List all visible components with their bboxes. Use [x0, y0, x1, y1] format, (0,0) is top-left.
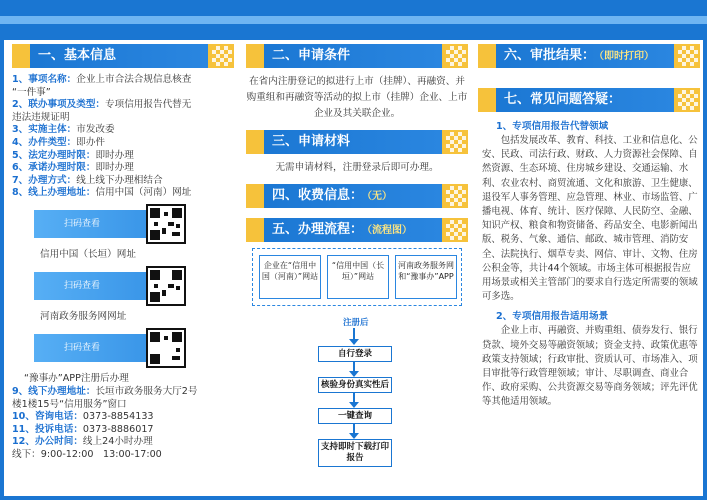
- checker-decoration: [678, 46, 698, 66]
- header-tag: [12, 44, 30, 68]
- checker-decoration: [678, 90, 698, 110]
- qr-row-changyuan[interactable]: [34, 266, 234, 306]
- after-register-label: 注册后: [343, 318, 369, 328]
- checker-decoration: [446, 186, 466, 206]
- scan-label: 扫码查看: [34, 272, 146, 300]
- scan-label: 扫码查看: [34, 210, 146, 238]
- info-row: [12, 74, 234, 87]
- info-value: 楼1楼15号“信用服务”窗口: [12, 398, 127, 410]
- flow-option-henan[interactable]: 企业在“信用中国（河南）”网站: [259, 255, 321, 299]
- arrow-icon: [353, 362, 355, 372]
- step-verify: 核验身份真实性后: [318, 377, 392, 393]
- info-value: 市发改委: [76, 124, 115, 136]
- header-tag: [246, 44, 264, 68]
- site-name-changyuan: 信用中国（长垣）网址: [40, 248, 136, 260]
- info-row: [12, 162, 234, 175]
- arrow-icon: [353, 328, 355, 340]
- column-process: [246, 44, 468, 306]
- basic-info-list: [12, 74, 234, 200]
- info-value: 即办件: [76, 136, 106, 148]
- info-value: 线上线下办理相结合: [76, 174, 163, 186]
- app-note: “豫事办”APP注册后办理: [24, 372, 129, 384]
- info-row: [12, 150, 234, 163]
- step-query: 一键查询: [318, 408, 392, 424]
- section-header-flow: [246, 218, 468, 242]
- flow-title: 五、办理流程：: [272, 222, 364, 237]
- info-key: 3、实施主体：: [12, 124, 77, 136]
- info-row: [12, 424, 234, 437]
- info-value: 即时办理: [95, 149, 134, 161]
- info-row: [12, 449, 234, 462]
- conditions-text: 在省内注册登记的拟进行上市（挂牌）、再融资、并购重组和再融资等活动的拟上市（挂牌）企业、上市企业及其关联企业。: [246, 76, 468, 119]
- section-header-basic-info: [12, 44, 234, 68]
- faq-answer-2: 企业上市、再融资、并购重组、债券发行、银行贷款、境外交易等融资领域；资金支持、政策优惠等政策支持领域；行政审批、资质认可、市场准入、项目审批等行政管理领域；审计、尽职调查、商业合作、政府采购、公共资源交易等商务领域；评先评优等其他适用领域。: [482, 325, 698, 408]
- column-basic-info: [12, 44, 234, 462]
- header-title: 一、基本信息: [38, 48, 117, 63]
- faq-question-1: 1、专项信用报告代替领域: [496, 121, 609, 132]
- info-value: 0373-8854133: [82, 411, 154, 423]
- section-header-result: [478, 44, 700, 68]
- spacer: [478, 74, 700, 88]
- info-key: 10、咨询电话：: [12, 411, 83, 423]
- top-band: [0, 0, 707, 38]
- info-key: 11、投诉电话：: [12, 423, 83, 435]
- qr-code-icon: [146, 204, 186, 244]
- info-value: 企业上市合法合规信息核查: [76, 74, 192, 85]
- flow-option-changyuan[interactable]: “信用中国（长垣）”网站: [327, 255, 389, 299]
- info-row: [12, 386, 234, 399]
- info-row: [12, 137, 234, 150]
- scan-label: 扫码查看: [34, 334, 146, 362]
- info-row: [12, 99, 234, 112]
- header-tag: [246, 184, 264, 208]
- info-row: [12, 436, 234, 449]
- info-value: 违法违规证明: [12, 111, 70, 123]
- info-key: 6、承诺办理时限：: [12, 162, 96, 174]
- fees-title: 四、收费信息：: [272, 188, 364, 203]
- header-tag: [478, 44, 496, 68]
- qr-code-icon: [146, 266, 186, 306]
- info-value: “一件事”: [12, 86, 51, 98]
- arrow-icon: [353, 424, 355, 434]
- header-title: 三、申请材料: [272, 134, 351, 149]
- info-key: 5、法定办理时限：: [12, 149, 96, 161]
- flow-option-app[interactable]: 河南政务服务网和“豫事办”APP: [395, 255, 457, 299]
- materials-text: 无需申请材料，注册登录后即可办理。: [275, 162, 439, 173]
- step-download: 支持即时下载打印报告: [318, 439, 392, 467]
- result-value: （即时打印）: [599, 51, 655, 62]
- info-row: [12, 175, 234, 188]
- header-tag: [478, 88, 496, 112]
- offline-info-list: [12, 386, 234, 462]
- header-tag: [246, 218, 264, 242]
- top-stripe: [0, 16, 707, 24]
- flow-subtitle: （流程图）: [367, 225, 413, 236]
- info-key: 8、线上办理地址：: [12, 187, 96, 199]
- info-value: 即时办理: [95, 162, 134, 174]
- section-header-conditions: [246, 44, 468, 68]
- info-value: 专项信用报告代替无: [105, 99, 192, 111]
- header-title: [504, 44, 654, 68]
- site-name-henan-gov: 河南政务服务网网址: [40, 310, 127, 322]
- info-key: 12、办公时间：: [12, 436, 83, 448]
- info-key: 1、事项名称：: [12, 74, 77, 85]
- info-key: 4、办件类型：: [12, 136, 77, 148]
- faq-answer-1: 包括发展改革、教育、科技、工业和信息化、公安、民政、司法行政、财政、人力资源社会保障、自然资源、生态环境、住房城乡建设、交通运输、水利、农业农村、商贸流通、文化和旅游、卫生健康、退役军人事务管理、应急管理、林业、市场监管、广播电视、体育、统计、医疗保障、人民防空、金融、知识产权、粮食和物资储备、药品安全、电影新闻出版、税务、气象、通信、邮政、城市管理、消防安全、法院执行、烟草专卖、网信、审计、文物、住房公积金等，共计44个领域。市场主体可根据报告应用场景或相关主管部门的要求自行选定所需要的领域可多选。: [482, 135, 698, 303]
- qr-row-henan-gov[interactable]: [34, 328, 234, 368]
- faq-question-2: 2、专项信用报告适用场景: [496, 311, 609, 323]
- info-value: 0373-8886017: [82, 423, 154, 435]
- section-header-faq: [478, 88, 700, 112]
- header-title: [272, 218, 412, 242]
- header-tag: [246, 130, 264, 154]
- section-header-materials: [246, 130, 468, 154]
- section-header-fees: [246, 184, 468, 208]
- info-row: [12, 124, 234, 137]
- result-title: 六、审批结果：: [504, 48, 596, 63]
- arrow-icon: [353, 393, 355, 403]
- column-results-faq: [478, 44, 700, 410]
- header-title: [272, 184, 392, 208]
- flow-options-box: [252, 248, 462, 306]
- info-row: [12, 399, 234, 412]
- header-title: 七、常见问题答疑：: [504, 92, 622, 107]
- qr-row-henan[interactable]: [34, 204, 234, 244]
- info-value: 长垣市政务服务大厅2号: [95, 385, 198, 397]
- info-key: 9、线下办理地址：: [12, 385, 96, 397]
- info-value: 线上24小时办理: [82, 436, 153, 448]
- info-row: [12, 112, 234, 125]
- info-row: [12, 411, 234, 424]
- step-login: 自行登录: [318, 346, 392, 362]
- info-value: 信用中国（河南）网址: [95, 187, 192, 199]
- checker-decoration: [446, 132, 466, 152]
- fees-value: （无）: [367, 191, 393, 202]
- info-row: [12, 187, 234, 200]
- qr-code-icon: [146, 328, 186, 368]
- checker-decoration: [212, 46, 232, 66]
- info-key: 2、联办事项及类型：: [12, 99, 106, 111]
- info-value: 线下：9:00-12:00 13:00-17:00: [12, 448, 162, 460]
- info-row: [12, 87, 234, 100]
- checker-decoration: [446, 46, 466, 66]
- checker-decoration: [446, 220, 466, 240]
- info-key: 7、办理方式：: [12, 174, 77, 186]
- header-title: 二、申请条件: [272, 48, 351, 63]
